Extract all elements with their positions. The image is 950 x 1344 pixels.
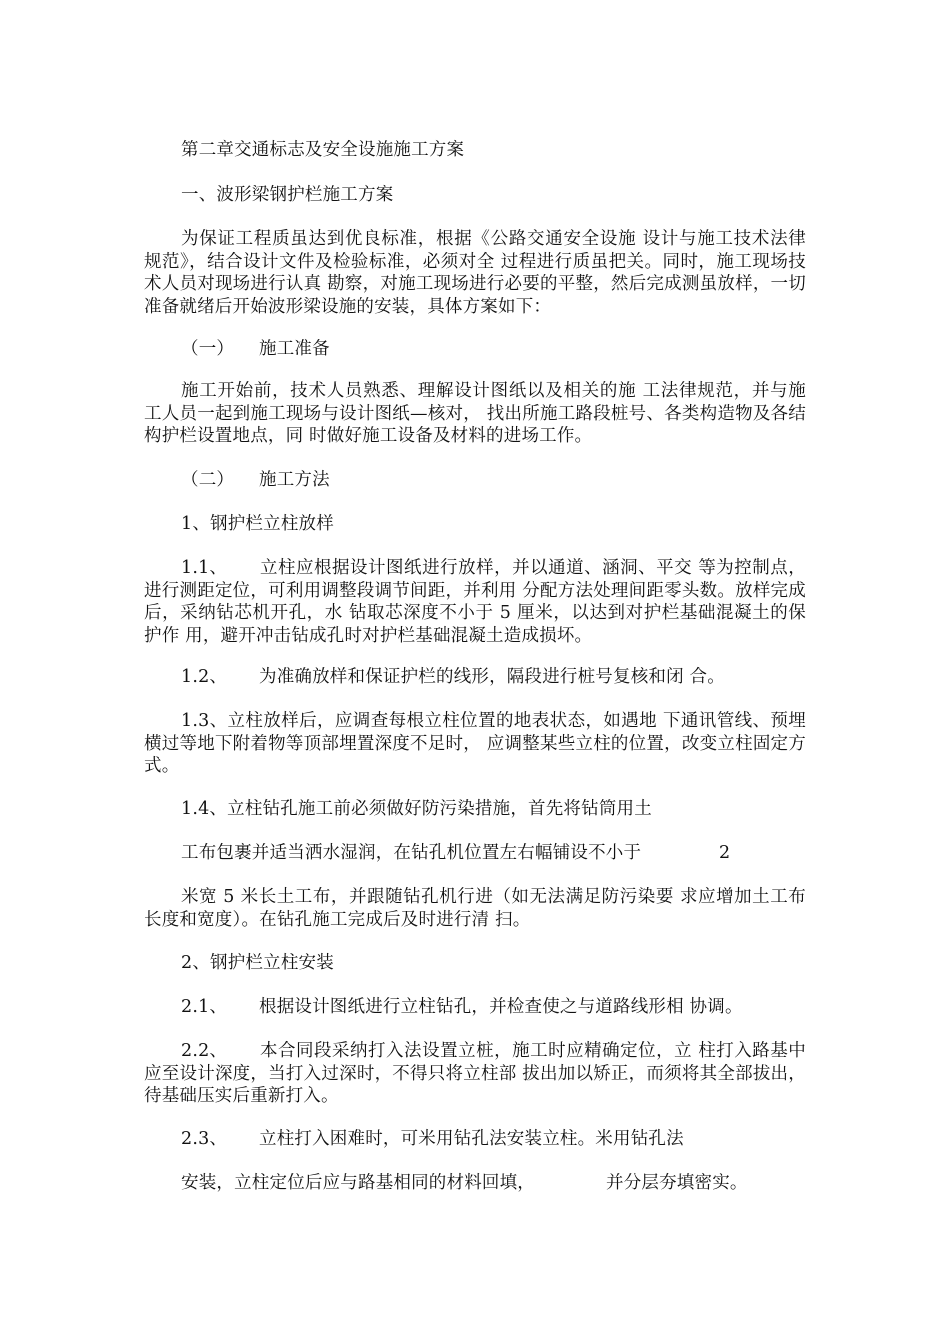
paragraph-preparation: 施工开始前，技术人员熟悉、理解设计图纸以及相关的施 工法律规范，并与施工人员一起到施工现场与设计图纸—核对， 找出所施工路段桩号、各类构造物及各结构护栏设置地点，同 时做好施工设备及材料的进场工作。 <box>144 381 806 446</box>
item-1-4-continuation: 米宽 5 米长土工布，并跟随钻孔机行进（如无法满足防污染要 求应增加土工布长度和宽度）。在钻孔施工完成后及时进行清 扫。 <box>144 887 806 930</box>
item-2-1-number: 2.1、 <box>181 997 228 1017</box>
item-1-2-number: 1.2、 <box>181 667 228 687</box>
item-1-1-text: 立柱应根据设计图纸进行放样，并以通道、涵洞、平交 等为控制点，进行测距定位，可利用调整段调节间距，并利用 分配方法处理间距零头数。放样完成后，采纳钻芯机开孔，水 钻取芯深度不小于 5 厘米，以达到对护栏基础混凝土的保护作 用，避开冲击钻成孔时对护栏基础混凝土造成损坏。 <box>144 558 806 646</box>
subsection-title-method: 施工方法 <box>259 470 330 490</box>
subsection-number-1: （一） <box>181 339 235 359</box>
item-2-3-text: 立柱打入困难时，可米用钻孔法安装立柱。米用钻孔法 <box>259 1129 684 1149</box>
subsection-title-preparation: 施工准备 <box>259 339 330 359</box>
item-1-1-number: 1.1、 <box>181 558 228 578</box>
item-2-3-line-2a: 安装，立柱定位后应与路基相同的材料回填， <box>181 1173 535 1193</box>
section-title-guardrail: 一、波形梁钢护栏施工方案 <box>181 185 394 205</box>
item-1-4-line-2-number: 2 <box>719 843 731 863</box>
item-2-2-text: 本合同段采纳打入法设置立桩，施工时应精确定位，立 柱打入路基中应至设计深度，当打入过深时，不得只将立柱部 拔出加以矫正，而须将其全部拔出，待基础压实后重新打入。 <box>144 1041 806 1106</box>
paragraph-intro: 为保证工程质虽达到优良标准，根据《公路交通安全设施 设计与施工技术法律规范》，结合设计文件及检验标准，必须对全 过程进行质虽把关。同时，施工现场技术人员对现场进行认真 勘察，对施工现场进行必要的平整，然后完成测虽放样，一切 准备就绪后开始波形梁设施的安装，具体方案如下： <box>144 229 806 317</box>
item-1-4: 1.4、立柱钻孔施工前必须做好防污染措施，首先将钻筒用土 <box>181 799 652 819</box>
item-1-2-text: 为准确放样和保证护栏的线形，隔段进行桩号复核和闭 合。 <box>259 667 725 687</box>
item-1-3: 1.3、立柱放样后，应调查每根立柱位置的地表状态，如遇地 下通讯管线、预埋横过等地下附着物等顶部埋置深度不足时， 应调整某些立柱的位置，改变立柱固定方式。 <box>144 711 806 776</box>
item-2-2-number: 2.2、 <box>181 1041 228 1061</box>
subsection-number-2: （二） <box>181 470 235 490</box>
item-1-title: 1、钢护栏立柱放样 <box>181 514 334 534</box>
item-2-3-line-2b: 并分层夯填密实。 <box>606 1173 748 1193</box>
item-2-1-text: 根据设计图纸进行立柱钻孔，并检查使之与道路线形相 协调。 <box>259 997 743 1017</box>
item-1-4-line-2: 工布包裹并适当洒水湿润，在钻孔机位置左右幅铺设不小于 <box>181 843 642 863</box>
item-2-title: 2、钢护栏立柱安装 <box>181 953 334 973</box>
chapter-title: 第二章交通标志及安全设施施工方案 <box>181 140 465 160</box>
item-2-3-number: 2.3、 <box>181 1129 228 1149</box>
